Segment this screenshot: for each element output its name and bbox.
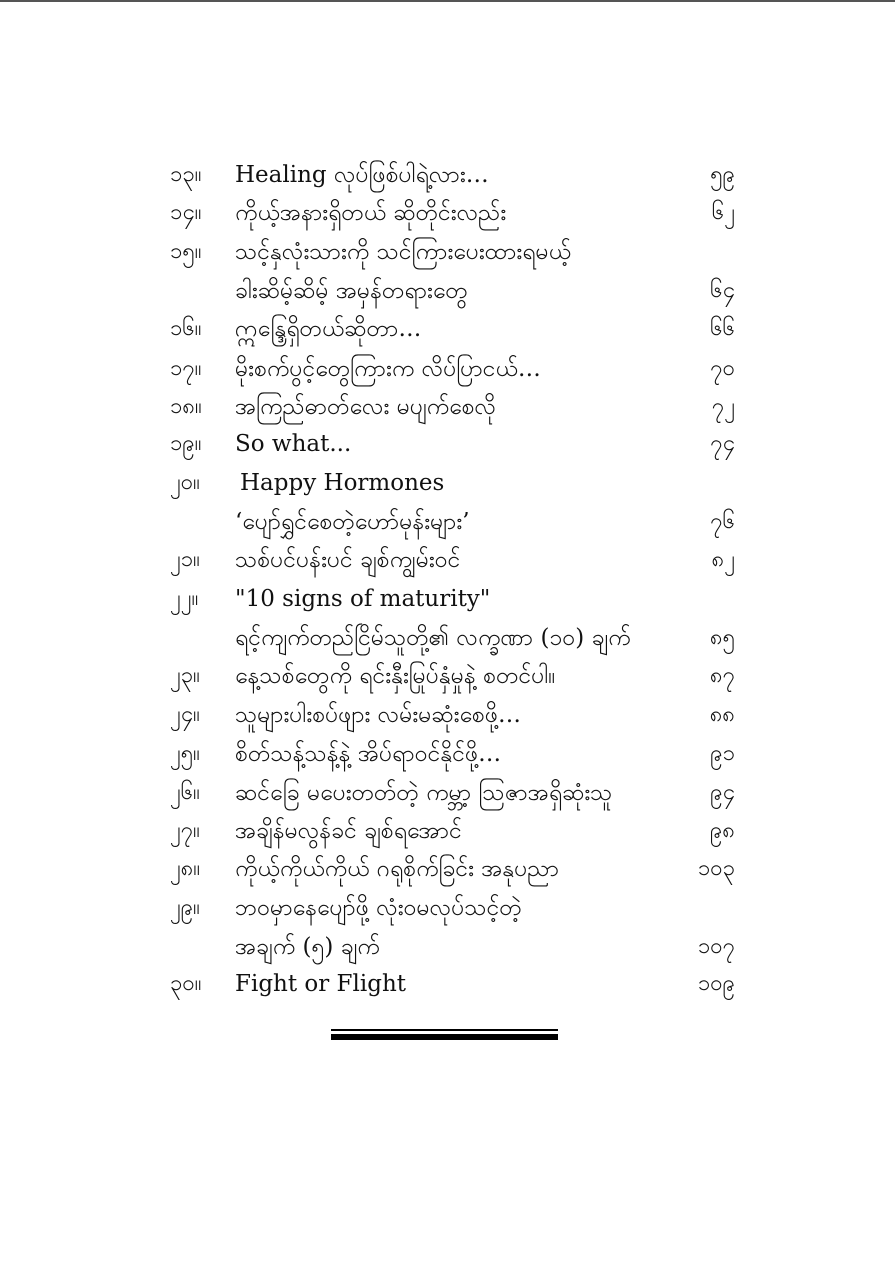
entry-page-number: ၈၂ [711,547,735,572]
entry-title-line-2: ခါးဆိမ့်ဆိမ့် အမှန်တရားတွေ [235,278,468,304]
entry-page-number: ၇၄ [710,431,735,456]
toc-entry[interactable] [0,851,895,887]
toc-entry[interactable] [0,195,895,231]
toc-entry[interactable] [0,465,895,501]
toc-entry[interactable] [0,966,895,1002]
toc-entry[interactable] [0,775,895,811]
entry-title: ဣန္ဒြေရှိတယ်ဆိုတာ… [235,316,422,342]
toc-entry[interactable] [0,389,895,425]
entry-title: Fight or Flight [235,971,407,997]
entry-number: ၁၅။ [170,239,202,264]
entry-number: ၂၅။ [170,741,200,766]
entry-number: ၂၂။ [170,586,199,611]
entry-title: ကိုယ့်အနားရှိတယ် ဆိုတိုင်းလည်း [235,200,507,226]
toc-entry-continuation[interactable] [0,929,895,965]
entry-number: ၂၃။ [170,663,200,688]
entry-page-number: ၉၁ [710,741,735,766]
entry-page-number: ၉၄ [710,780,735,805]
entry-page-number: ၆၆ [710,316,735,341]
entry-title: သင့်နှလုံးသားကို သင်ကြားပေးထားရမယ့် [235,239,571,265]
entry-title: စိတ်သန့်သန့်နဲ့ အိပ်ရာဝင်နိုင်ဖို့… [235,741,502,767]
toc-entry-continuation[interactable] [0,620,895,656]
entry-title: Healing လုပ်ဖြစ်ပါရဲ့လား… [235,162,489,188]
toc-entry[interactable] [0,351,895,387]
toc-entry[interactable] [0,311,895,347]
entry-number: ၃၀။ [170,971,202,996]
toc-entry[interactable] [0,813,895,849]
toc-entry[interactable] [0,426,895,462]
entry-page-number: ၈၈ [709,702,735,727]
entry-title: အချိန်မလွန်ခင် ချစ်ရအောင် [235,818,462,844]
entry-page-number: ၁၀၇ [697,934,735,959]
entry-title: So what... [235,431,352,457]
entry-number: ၂၁။ [170,547,200,572]
entry-title: သစ်ပင်ပန်းပင် ချစ်ကျွမ်းဝင် [235,547,461,573]
entry-number: ၁၉။ [170,431,202,456]
entry-page-number: ၈၇ [710,663,735,688]
entry-page-number: ၅၉ [710,162,735,187]
entry-number: ၁၇။ [170,356,202,381]
entry-page-number: ၆၂ [711,200,735,225]
entry-title: မိုးစက်ပွင့်တွေကြားက လိပ်ပြာငယ်… [235,356,541,382]
entry-number: ၂၆။ [170,780,200,805]
entry-number: ၂၈။ [170,856,201,881]
entry-number: ၁၈။ [170,394,202,419]
entry-title: Happy Hormones [240,470,445,496]
entry-page-number: ၉၈ [710,818,735,843]
end-divider [331,1029,558,1040]
entry-number: ၁၄။ [170,200,202,225]
toc-entry[interactable] [0,157,895,193]
entry-number: ၂၉။ [170,895,200,920]
entry-title: ဆင်ခြေ မပေးတတ်တဲ့ ကမ္ဘာ့ ဩဇာအရှိဆုံးသူ [235,780,613,806]
entry-title: "10 signs of maturity" [235,586,491,612]
entry-title-line-2: ‘ပျော်ရွှင်စေတဲ့ဟော်မုန်းများ’ [235,509,470,535]
toc-entry[interactable] [0,736,895,772]
entry-title: နေ့သစ်တွေကို ရင်းနှီးမြုပ်နှံမှုနဲ့ စတင်ပါ။ [235,663,556,689]
toc-entry-continuation[interactable] [0,273,895,309]
toc-entry[interactable] [0,697,895,733]
entry-title-line-2: ရင့်ကျက်တည်ငြိမ်သူတို့၏ လက္ခဏာ (၁၀) ချက် [235,625,631,651]
toc-entry[interactable] [0,581,895,617]
entry-title: ကိုယ့်ကိုယ်ကိုယ် ဂရုစိုက်ခြင်း အနုပညာ [235,856,560,882]
entry-page-number: ၇၂ [711,394,735,419]
entry-number: ၁၃။ [170,162,202,187]
divider-thick-line [331,1034,558,1040]
toc-entry-continuation[interactable] [0,504,895,540]
toc-entry[interactable] [0,542,895,578]
entry-title: အကြည်ဓာတ်လေး မပျက်စေလို [235,394,497,420]
entry-title: သူများပါးစပ်ဖျား လမ်းမဆုံးစေဖို့… [235,702,522,728]
entry-title: ဘဝမှာနေပျော်ဖို့ လုံးဝမလုပ်သင့်တဲ့ [235,895,522,921]
entry-page-number: ၆၄ [710,278,735,303]
entry-number: ၂၄။ [170,702,200,727]
entry-number: ၂၇။ [170,818,200,843]
entry-number: ၁၆။ [170,316,202,341]
entry-page-number: ၁၀၃ [697,856,735,881]
entry-page-number: ၁၀၉ [697,971,735,996]
entry-page-number: ၈၅ [710,625,735,650]
entry-page-number: ၇၀ [710,356,735,381]
toc-entry[interactable] [0,234,895,270]
toc-entry[interactable] [0,890,895,926]
toc-entry[interactable] [0,658,895,694]
entry-page-number: ၇၆ [710,509,735,534]
entry-title-line-2: အချက် (၅) ချက် [235,934,380,960]
entry-number: ၂၀။ [170,470,200,495]
